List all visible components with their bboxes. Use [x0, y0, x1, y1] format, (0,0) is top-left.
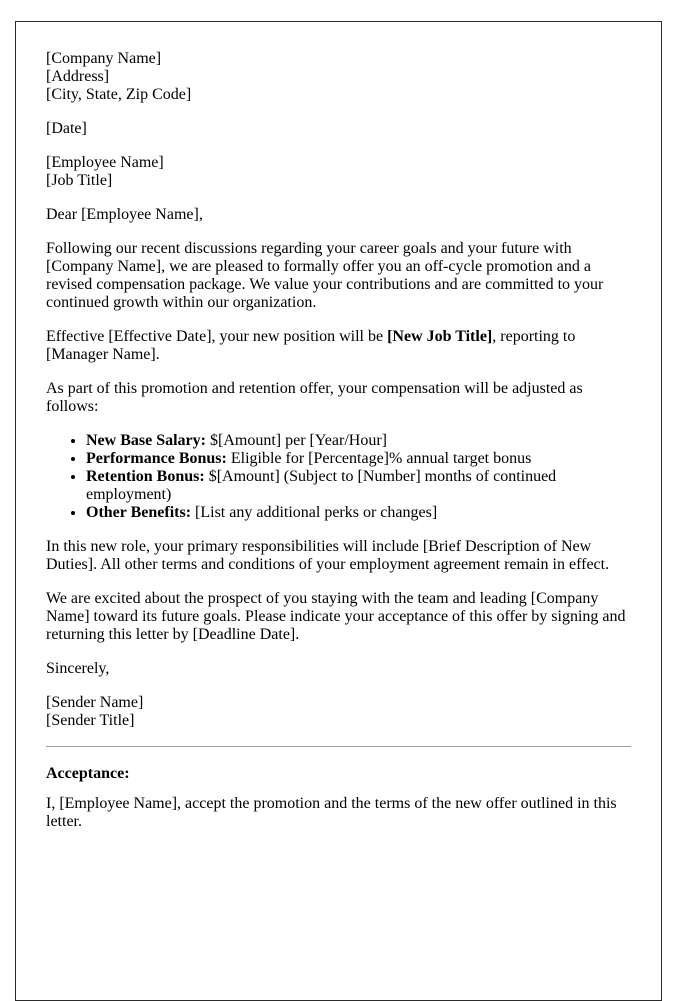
- signoff: Sincerely,: [46, 660, 110, 677]
- acceptance-heading: Acceptance:: [46, 765, 130, 782]
- list-item-text: [List any additional perks or changes]: [191, 504, 438, 521]
- date-line: [Date]: [46, 120, 87, 137]
- list-item-label: New Base Salary:: [86, 432, 206, 449]
- list-item-base-salary: [86, 432, 631, 450]
- effective-paragraph-pre: Effective [Effective Date], your new position will be: [46, 328, 388, 345]
- address-line: [Address]: [46, 68, 110, 85]
- adjustment-paragraph: As part of this promotion and retention offer, your compensation will be adjusted as follows:: [46, 380, 583, 415]
- list-item-other-benefits: [86, 504, 631, 522]
- intro-paragraph: Following our recent discussions regarding your career goals and your future with [Company Name], we are pleased to formally offer you an off-cycle promotion and a revised compensation package. We value your contributions and are committed to your continued growth within our organization.: [46, 240, 604, 311]
- city-state-zip-line: [City, State, Zip Code]: [46, 86, 192, 103]
- employee-name-line: [Employee Name]: [46, 154, 164, 171]
- acceptance-divider: [46, 746, 631, 747]
- new-job-title-placeholder: [New Job Title]: [387, 328, 493, 345]
- sender-name-line: [Sender Name]: [46, 694, 144, 711]
- list-item-retention-bonus: [86, 468, 631, 504]
- role-paragraph: In this new role, your primary responsibilities will include [Brief Description of New Duties]. All other terms and conditions of your employment agreement remain in effect.: [46, 538, 610, 573]
- closing-paragraph: We are excited about the prospect of you staying with the team and leading [Company Name] toward its future goals. Please indicate your acceptance of this offer by signing and returning this letter by [Deadline Date].: [46, 590, 626, 643]
- letter-container: [15, 21, 662, 1001]
- effective-paragraph: [46, 328, 631, 364]
- list-item-text: $[Amount] (Subject to [Number] months of continued employment): [86, 468, 557, 503]
- compensation-list: [46, 432, 631, 522]
- list-item-text: Eligible for [Percentage]% annual target bonus: [226, 450, 532, 467]
- signature-block: [46, 694, 631, 730]
- list-item-performance-bonus: [86, 450, 631, 468]
- salutation: Dear [Employee Name],: [46, 206, 203, 223]
- list-item-label: Retention Bonus:: [86, 468, 205, 485]
- effective-paragraph-post: , reporting to [Manager Name].: [46, 328, 576, 363]
- sender-title-line: [Sender Title]: [46, 712, 135, 729]
- company-name-line: [Company Name]: [46, 50, 162, 67]
- list-item-label: Performance Bonus:: [86, 450, 227, 467]
- list-item-text: $[Amount] per [Year/Hour]: [205, 432, 387, 449]
- sender-address-block: [46, 50, 631, 104]
- list-item-label: Other Benefits:: [86, 504, 192, 521]
- recipient-block: [46, 154, 631, 190]
- acceptance-line-clipped: I, [Employee Name], accept the promotion and the terms of the new offer outlined in this letter.: [46, 795, 617, 830]
- job-title-line: [Job Title]: [46, 172, 113, 189]
